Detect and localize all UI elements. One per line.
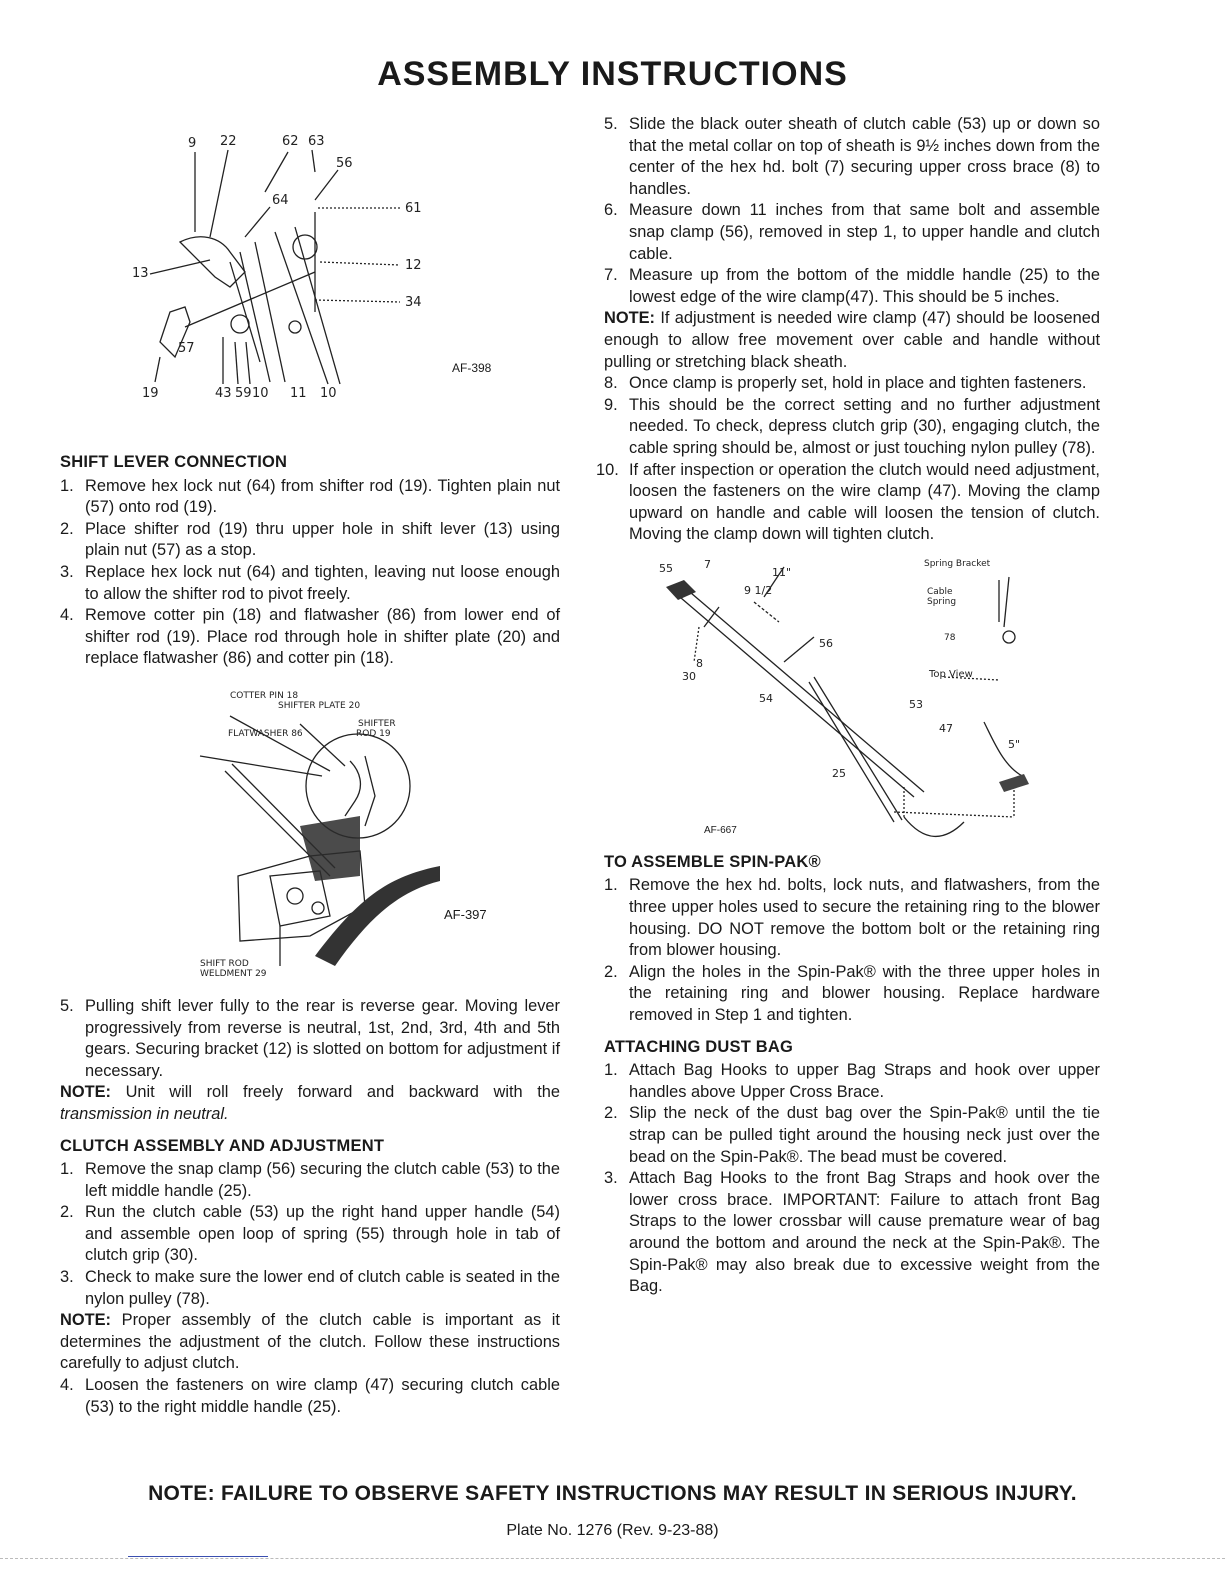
shift-note: NOTE: Unit will roll freely forward and backward with the transmission in neutral. — [60, 1083, 560, 1123]
figure-af-398 — [60, 112, 560, 442]
figure-af-667 — [604, 552, 1100, 852]
spinpak-steps — [604, 875, 1100, 1026]
callout-rod: ROD 19 — [356, 728, 391, 739]
list-item: 10. If after inspection or operation the clutch would need adjustment, loosen the fasteners on the wire clamp (47). Moving the clamp upward on handle and cable will loosen the tension of clutch. Moving the clamp down will tighten clutch. — [596, 460, 1100, 544]
list-item: 1. Remove hex lock nut (64) from shifter rod (19). Tighten plain nut (57) onto rod (19). — [60, 476, 560, 517]
callout-cable: Cable — [927, 586, 953, 597]
shift-lever-diagram — [60, 112, 560, 442]
callout-12: 12 — [405, 258, 422, 273]
clutch-heading: CLUTCH ASSEMBLY AND ADJUSTMENT — [60, 1136, 385, 1155]
list-item: 3. Replace hex lock nut (64) and tighten, leaving nut loose enough to allow the shifter rod to pivot freely. — [60, 562, 560, 603]
callout-weldment: WELDMENT 29 — [200, 968, 267, 979]
callout-43: 43 — [215, 386, 232, 401]
shift-lever-steps — [60, 476, 560, 670]
callout-shifter-plate: SHIFTER PLATE 20 — [278, 700, 361, 711]
callout-54: 54 — [759, 691, 773, 705]
list-item: 2. Run the clutch cable (53) up the right hand upper handle (54) and assemble open loop of spring (55) through hole in tab of clutch grip (30). — [60, 1203, 560, 1265]
page-divider — [0, 1558, 1225, 1559]
list-item: 4. Loosen the fasteners on wire clamp (47) securing clutch cable (53) to the right middle handle (25). — [60, 1376, 560, 1416]
callout-top-view: Top View — [929, 668, 973, 680]
figure-label-af-398: AF-398 — [452, 361, 492, 375]
callout-47: 47 — [939, 721, 953, 735]
callout-78: 78 — [944, 632, 956, 643]
safety-warning: NOTE: FAILURE TO OBSERVE SAFETY INSTRUCTIONS MAY RESULT IN SERIOUS INJURY. — [148, 1482, 1077, 1505]
list-item: 5. Slide the black outer sheath of clutch cable (53) up or down so that the metal collar on top of sheath is 9½ inches down from the center of the hex hd. bolt (7) securing upper cross brace (8) to handles. — [604, 115, 1100, 198]
callout-34: 34 — [405, 295, 422, 310]
list-item: 1. Remove the snap clamp (56) securing the clutch cable (53) to the left middle handle (25). — [60, 1160, 560, 1200]
callout-61: 61 — [405, 201, 422, 216]
bottom-rule — [128, 1556, 268, 1557]
callout-spring-bracket: Spring Bracket — [924, 558, 991, 569]
callout-22: 22 — [220, 134, 237, 149]
callout-spring: Spring — [927, 596, 957, 607]
right-column — [596, 114, 1100, 1298]
plate-number: Plate No. 1276 (Rev. 9-23-88) — [506, 1522, 719, 1539]
callout-56: 56 — [819, 636, 833, 650]
callout-53: 53 — [909, 697, 923, 711]
callout-11: 11 — [290, 386, 307, 401]
callout-30: 30 — [682, 669, 696, 683]
list-item: 6. Measure down 11 inches from that same bolt and assemble snap clamp (56), removed in step 1, to upper handle and clutch cable. — [604, 201, 1100, 263]
spinpak-heading: TO ASSEMBLE SPIN-PAK® — [604, 852, 821, 871]
page-title: ASSEMBLY INSTRUCTIONS — [377, 55, 848, 93]
callout-7: 7 — [704, 557, 711, 571]
callout-8: 8 — [696, 656, 703, 670]
dustbag-heading: ATTACHING DUST BAG — [604, 1037, 794, 1056]
list-item: 1. Attach Bag Hooks to upper Bag Straps and hook over upper handles above Upper Cross Brace. — [604, 1061, 1100, 1101]
clutch-steps-right — [604, 114, 1100, 308]
list-item: 3. Check to make sure the lower end of clutch cable is seated in the nylon pulley (78). — [60, 1268, 560, 1308]
shift-lever-heading: SHIFT LEVER CONNECTION — [60, 453, 288, 471]
callout-19: 19 — [142, 386, 159, 401]
list-item: 8. Once clamp is properly set, hold in place and tighten fasteners. — [604, 374, 1087, 393]
callout-55: 55 — [659, 561, 673, 575]
callout-shift-rod: SHIFT ROD — [200, 958, 249, 969]
list-item: 5. Pulling shift lever fully to the rear is reverse gear. Moving lever progressively from reverse is neutral, 1st, 2nd, 3rd, 4th and 5th gears. Securing bracket (12) is slotted on bottom for adjustment if necessary. — [60, 996, 560, 1080]
callout-shifter: SHIFTER — [358, 718, 396, 729]
dustbag-steps — [604, 1060, 1100, 1298]
callout-63: 63 — [308, 134, 325, 149]
callout-13: 13 — [132, 266, 149, 281]
list-item: 7. Measure up from the bottom of the middle handle (25) to the lowest edge of the wire clamp(47). This should be 5 inches. — [604, 266, 1100, 306]
figure-label-af-667: AF-667 — [704, 824, 737, 836]
callout-11-inch: 11" — [772, 565, 792, 579]
figure-af-397 — [60, 676, 560, 996]
list-item: 2. Slip the neck of the dust bag over the Spin-Pak® until the tie strap can be pulled tight around the housing neck just over the bead on the Spin-Pak®. The bead must be covered. — [604, 1104, 1100, 1166]
clutch-steps-right-2 — [596, 373, 1100, 546]
clutch-note-2: NOTE: If adjustment is needed wire clamp (47) should be loosened enough to allow free movement over cable and handle without pulling or stretching black sheath. — [604, 309, 1100, 371]
callout-10b: 10 — [320, 386, 337, 401]
shift-rod-diagram — [60, 676, 560, 996]
list-item: 1. Remove the hex hd. bolts, lock nuts, and flatwashers, from the three upper holes used to secure the retaining ring to the blower housing. DO NOT remove the bottom bolt or the retaining ring from blower housing. — [604, 876, 1100, 960]
callout-62: 62 — [282, 134, 299, 149]
callout-56: 56 — [336, 156, 353, 171]
figure-label-af-397: AF-397 — [444, 906, 487, 922]
callout-9-half: 9 1/2 — [744, 583, 773, 597]
list-item: 2. Align the holes in the Spin-Pak® with the three upper holes in the retaining ring and blower housing. Replace hardware removed in Step 1 and tighten. — [604, 962, 1100, 1025]
callout-9: 9 — [188, 136, 197, 151]
list-item: 2. Place shifter rod (19) thru upper hole in shift lever (13) using plain nut (57) as a stop. — [60, 519, 560, 560]
shift-lever-steps-continued — [60, 996, 560, 1082]
list-item: 3. Attach Bag Hooks to the front Bag Straps and hook over the lower cross brace. IMPORTANT: Failure to attach front Bag Straps to the lower crossbar will cause premature wear of bag around the bottom and around the neck at the Spin-Pak®. The Spin-Pak® may also break due to excessive weight from the Bag. — [604, 1169, 1100, 1296]
list-item: 9. This should be the correct setting and no further adjustment needed. To check, depress clutch grip (30), engaging clutch, the cable spring should be, almost or just touching nylon pulley (78). — [604, 395, 1100, 457]
callout-5-inch: 5" — [1008, 737, 1021, 751]
callout-57: 57 — [178, 341, 195, 356]
callout-cotter-pin: COTTER PIN 18 — [230, 690, 299, 701]
left-column — [60, 112, 560, 1418]
callout-25: 25 — [832, 766, 846, 780]
callout-flatwasher: FLATWASHER 86 — [228, 728, 303, 739]
clutch-steps — [60, 1159, 560, 1310]
callout-59: 59 — [235, 386, 252, 401]
list-item: 4. Remove cotter pin (18) and flatwasher (86) from lower end of shifter rod (19). Place rod through hole in shifter plate (20) and replace flatwasher (86) and cotter pin (18). — [60, 606, 560, 668]
clutch-note: NOTE: Proper assembly of the clutch cable is important as it determines the adjustment of the clutch. Follow these instructions carefully to adjust clutch. — [60, 1311, 560, 1373]
callout-64: 64 — [272, 193, 289, 208]
clutch-cable-diagram — [604, 552, 1100, 852]
callout-10a: 10 — [252, 386, 269, 401]
clutch-steps-4 — [60, 1375, 560, 1418]
